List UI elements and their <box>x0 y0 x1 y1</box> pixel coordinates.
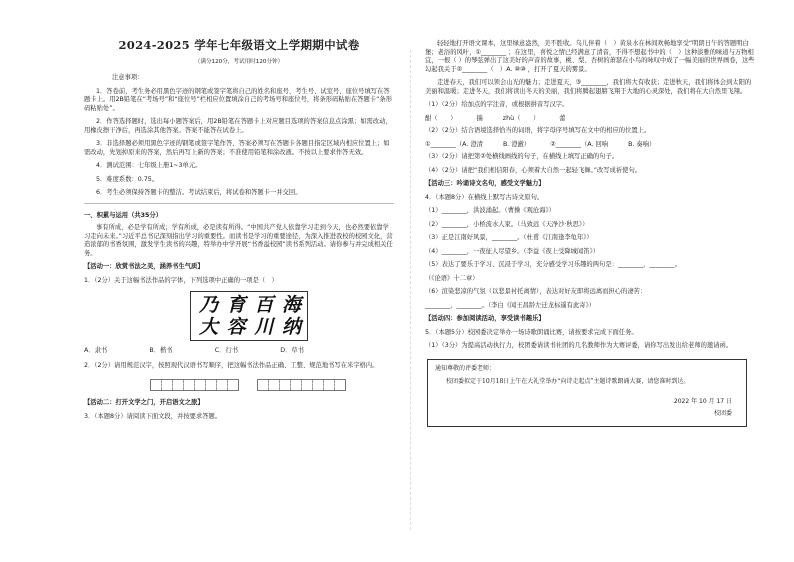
pinyin-item: 酣（ ） <box>425 114 457 122</box>
option-c: C．行书 <box>214 347 239 355</box>
writing-grid[interactable] <box>257 379 346 391</box>
q4-item: （2）________，小桥流水人家。（马致远《天净沙·秋思》） <box>425 220 589 228</box>
letter-date: 2022 年 10 月 17 日 <box>673 397 732 405</box>
writing-grid[interactable] <box>150 379 239 391</box>
reading-paragraph: 走进春天，我们可以领会山光的魅力；走进夏天，③________，我们将大有收获；走进秋天，我们将体会到太阳的美丽和温暖；走进冬天，我们将读出冬天的美丽，我们将腾起翅膀飞翔于大地的心灵深处，我们将在大自然里飞翔。 <box>425 79 752 95</box>
divider <box>84 203 394 204</box>
column-divider <box>410 50 411 530</box>
notice-item: 6．考生必须保持答题卡的整洁。考试结束后，将试卷和答题卡一并交回。 <box>96 189 302 197</box>
pinyin-item: 蕾 <box>559 114 566 122</box>
question-3-2: （2）（2分）结合语境选择恰当的词语，将字母序号填写在文中的相应的位置上。 <box>425 127 651 134</box>
notice-item: 1．答卷前，考生务必用黑色字迹的钢笔或签字笔将自己的姓名和座号、考生号、试室号、座位号填写在答题卡上。用2B铅笔在“考场号”和“座位号”栏相应位置填涂自己的考场号和座位号，将条形码粘贴在答题卡“条形码粘贴处”。 <box>84 87 392 112</box>
calligraphy-char: 海 <box>281 294 301 317</box>
calligraphy-image <box>190 291 308 341</box>
calligraphy-char: 川 <box>254 316 274 339</box>
option-d: D．草书 <box>280 347 304 355</box>
notice-letter-box <box>427 359 747 427</box>
question-5-1: （1）（3分）为提高活动执行力，校团委请读书社团的几名教师作为大赛评委，请你写出发出给老师的邀请函。 <box>425 342 733 349</box>
notice-item: 3．非选择题必须用黑色字迹的钢笔或签字笔作答，答案必须写在答题卡各题目指定区域内相应位置上；如需改动，先划掉原来的答案，然后再写上新的答案；不准使用铅笔和涂改液。不按以上要求作答无效。 <box>84 140 390 156</box>
calligraphy-char: 大 <box>199 316 219 339</box>
left-column <box>84 38 394 426</box>
section-intro: 事有所成，必是学有所成；学有所成，必是读有所得。“中国共产党人依靠学习走到今天，也必然要依靠学习走向未来。”习近平总书记深刻指出学习的重要性。而读书是学习的重要途径，为深入推进我校的校园文化，营造浓郁的书香氛围，激发学生读书的兴趣，特举办中学开展“书香溢校园”读书系列活动。请你参与并完成相关任务。 <box>84 224 393 257</box>
question-3: 3．（本题8分）请阅读下面文段，并按要求答题。 <box>84 412 222 420</box>
question-1: 1．（2分）关于这幅书法作品的字体，下列选项中正确的一项是（ ） <box>84 276 278 284</box>
letter-signature: 校团委 <box>713 409 732 417</box>
question-2: 2．（2分）请用规范汉字，按照现代汉语书写顺序，把这幅书法作品正确、工整、规范地书写在米字格内。 <box>84 361 379 369</box>
reading-paragraph: 轻轻地打开语文课本，这里绿意盎然，美不胜收。乌儿伴着（ ）黄泉水在林间欢畅地享受“明朗日午的答题明白堡；老浴的风叶，①________ ；在这里，喜悦之情已经满意了清音，不得不想起书中的（ ）这种淡雅的味道与万物相宜，一根（ ）的琴弦弹出了这美好的声音的故事，桃、梨、杏树的萧瑟在小鸟的咏叹中成了一幅美丽的世界画卷，这些勾起我关于②________（ ）A. ⑩⑩ ，打开了夏天的雾景。 <box>425 40 755 73</box>
activity-heading: 【活动一：欣赏书法之美，涵养书生气质】 <box>84 263 204 271</box>
choice-item: ②________（A. 回响 <box>550 140 609 148</box>
calligraphy-char: 百 <box>254 294 274 317</box>
question-4: 4．（本题8分）在横线上默写古诗文原句。 <box>425 193 544 201</box>
q4-item: ________，________。（李白《闻王昌龄左迁龙标遥有此寄》） <box>425 301 596 309</box>
writing-grids <box>150 379 394 391</box>
calligraphy-char: 纳 <box>281 316 301 339</box>
q4-item: （1）________，洪波涌起。（曹操《观沧海》） <box>425 207 555 214</box>
q4-item: （6）渲染悲凉的气氛（以悲景衬托离情），表达对好友即将远离而担心的凄苦： <box>425 288 647 295</box>
choice-row <box>425 141 755 150</box>
activity-heading: 【活动二：打开文学之门，开启语文之旅】 <box>84 399 204 407</box>
calligraphy-char: 育 <box>226 294 246 317</box>
q4-item: （4）________，一夜征人尽望乡。（李益《夜上受降城闻笛》） <box>425 247 600 255</box>
pinyin-item: zhù（ ） <box>502 114 540 122</box>
notice-item: 4．测试范围：七年级上册1~3单元。 <box>96 162 202 170</box>
notice-item: 2．作答选择题时，选出每小题答案后，用2B铅笔在答题卡上对应题目选项的答案信息点涂黑；如需改动，用橡皮擦干净后，再选涂其他答案。答案不能答在试卷上。 <box>84 118 392 134</box>
question-5: 5．（本题5分）校园委决定举办一场诗歌朗诵比赛，请按要求完成下面任务。 <box>425 328 638 336</box>
question-3-3: （3）（2分）请把第②处横线画线的句子，在横线上填写正确的句子。 <box>425 153 619 160</box>
activity-heading: 【活动四：参加阅读活动，享受读书趣乐】 <box>425 315 545 322</box>
notice-item: 5．难度系数：0.75。 <box>96 175 159 183</box>
question-3-1: （1）（2分）给加点的字注音，或根据拼音写汉字。 <box>425 101 569 108</box>
exam-title: 2024-2025 学年七年级语文上学期期中试卷 <box>118 38 360 52</box>
q4-item: （《论语》十二章） <box>425 274 479 282</box>
calligraphy-char: 容 <box>226 316 246 339</box>
exam-subtitle: （满分120分，考试用时120分钟） <box>194 58 284 65</box>
choice-item: B. 奏响） <box>628 140 656 148</box>
choice-item: ①________（A. 澄清 <box>425 140 483 148</box>
calligraphy-char: 乃 <box>199 294 219 317</box>
option-b: B．楷书 <box>149 347 173 355</box>
letter-salutation: 通知尊敬的评委老师： <box>435 364 496 372</box>
section-heading: 一、积累与运用（共35分） <box>84 211 163 219</box>
q4-item: （5）表达了要乐于学习、沉浸于学习，充分感受学习乐趣的两句是：________，________。 <box>425 261 681 268</box>
letter-body: 校团委拟定于10月18日上午在大礼堂举办“向诗走起点”主题诗歌朗诵大赛，请您准时到达。 <box>446 377 690 385</box>
choice-item: B. 澄澈） <box>502 140 531 148</box>
q4-item: （3）正是江南好风景，________。（杜甫《江南逢李龟年》） <box>425 234 593 241</box>
notice-title: 注意事项： <box>112 74 144 82</box>
option-a: A．隶书 <box>84 347 108 355</box>
activity-heading: 【活动三：吟诵诗文名句，感受文学魅力】 <box>425 180 545 187</box>
q1-options <box>84 347 304 356</box>
pinyin-row <box>425 115 755 124</box>
pinyin-item: 揣 <box>476 114 483 122</box>
right-column <box>425 40 755 427</box>
calligraphy-row <box>199 315 301 341</box>
question-3-4: （4）（2分）请把“我们相信阳春，心须着大自然一起轻飞舞。”改写成祈使句。 <box>425 166 642 174</box>
